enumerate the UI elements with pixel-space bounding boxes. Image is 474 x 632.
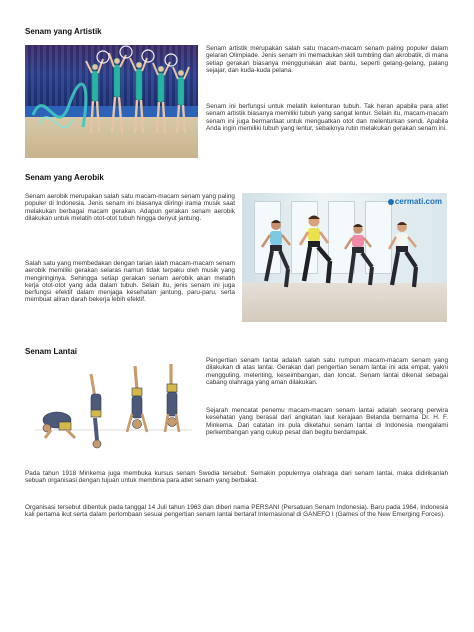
aerobik-paragraph-1: Senam aerobik merupakan salah satu macam-macam senam yang paling populer di Indonesia. Jenis senam ini biasanya diiringi irama musik saat melakukan berbagai macam gerakan. Adapun gerakan senam aerobik dilakukan untuk melatih otot-otot tubuh hingga denyut jantung. xyxy=(25,193,235,222)
lantai-paragraph-3: Pada tahun 1918 Minkema juga membuka kursus senam Swedia tersebut. Semakin populernya olahraga dari senam lantai, maka didirikanlah sebuah organisasi dengan tujuan untuk membina para atlet senam yang berbakat. xyxy=(25,470,448,485)
section-title-lantai: Senam Lantai xyxy=(25,347,78,356)
lantai-paragraph-1: Pengertian senam lantai adalah salah satu rumpun macam-macam senam yang dilakukan di atas lantai. Gerakan dari pengertian senam lantai ini ada empat, yakni mengguling, melenting, keseimbangan, dan loncat. Senam lantai dikenal sebagai cabang olahraga yang aman dilakukan. xyxy=(206,357,448,386)
artistik-paragraph-2: Senam ini berfungsi untuk melatih kelenturan tubuh. Tak heran apabila para atlet senam artistik biasanya memiliki tubuh yang sangat lentur. Selain itu, macam-macam senam ini juga bermanfaat untuk menguatkan otot dan melenturkan sendi. Apabila Anda ingin memiliki tubuh yang lentur, sebaiknya rutin melakukan gerakan senam ini. xyxy=(206,103,448,132)
section-title-artistik: Senam yang Artistik xyxy=(25,27,102,36)
lantai-paragraph-2: Sejarah mencatat penemu macam-macam senam lantai adalah seorang perwira kesehatan yang berasal dari angkatan laut kerajaan Belanda bernama Dr. H. F. Minkema. Dari catatan ini pula diketahui senam lantai di Indonesia mengalami perkembangan yang cukup pesat dan begitu berdampak. xyxy=(206,407,448,436)
floor-gymnastics-illustration xyxy=(35,362,192,450)
section-title-aerobik: Senam yang Aerobik xyxy=(25,173,104,182)
aerobik-paragraph-2: Salah satu yang membedakan dengan tarian ialah macam-macam senam aerobik memiliki gerakan selaras namun tidak terpaku oleh musik yang mengiringinya. Sehingga setiap gerakan senam aerobik akan melatih kerja otot-otot yang ada dalam tubuh. Selain itu, jenis senam ini juga berfungsi efektif dalam menjaga kesehatan jantung, paru-paru, serta membuat aliran darah bekerja lebih efektif. xyxy=(25,260,235,304)
artistik-paragraph-1: Senam artistik merupakan salah satu macam-macam senam paling populer dalam gelaran Olimpiade. Jenis senam ini memadukan skill tumbling dan akrobatik, di mana setiap gerakan biasanya menggunakan alat bantu, seperti gelang-gelang, palang sejajar, dan kuda-kuda pelana. xyxy=(206,45,448,74)
artistic-gymnastics-photo xyxy=(25,45,198,158)
cermati-logo: cermati.com xyxy=(388,197,442,206)
lantai-paragraph-4: Organisasi tersebut dibentuk pada tanggal 14 Juli tahun 1963 dan diberi nama PERSANI (Persatuan Senam Indonesia). Baru pada 1964, Indonesia kali pertama ikut serta dalam perlombaan sesuai pengertian senam lantai bertaraf Internasional di GANEFO I (Games of the New Emerging Forces). xyxy=(25,504,448,519)
aerobic-exercise-photo xyxy=(242,193,447,322)
